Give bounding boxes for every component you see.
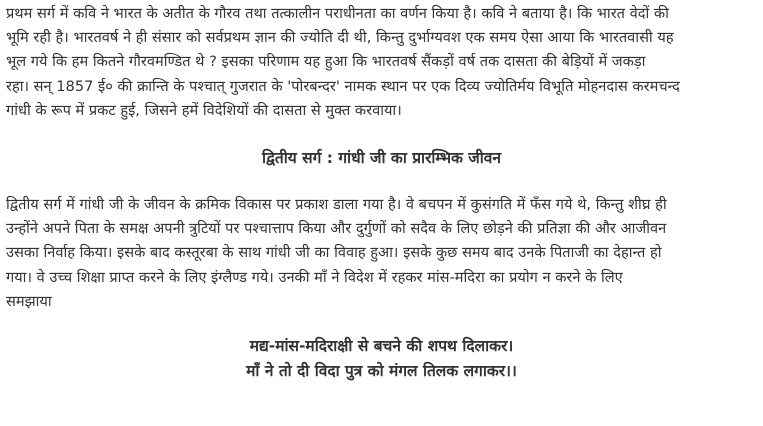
- verse-line: मद्य-मांस-मदिराक्षी से बचने की शपथ दिलाकर।: [249, 337, 514, 356]
- section-heading: द्वितीय सर्ग : गांधी जी का प्रारम्भिक जीवन: [261, 149, 502, 168]
- paragraph-canto-two: [6, 193, 757, 314]
- verse-couplet: [6, 334, 757, 384]
- verse-line: माँ ने तो दी विदा पुत्र को मंगल तिलक लगाकर।।: [246, 362, 517, 381]
- paragraph-line: गया। वे उच्च शिक्षा प्राप्त करने के लिए इंग्लैण्ड गये। उनकी माँ ने विदेश में रहकर मांस-मदिरा का प्रयोग न करने के लिए: [6, 268, 623, 286]
- paragraph-line: समझाया: [6, 292, 52, 310]
- paragraph-line: गांधी के रूप में प्रकट हुई, जिसने हमें विदेशियों की दासता से मुक्त करवाया।: [6, 101, 402, 119]
- paragraph-line: रहा। सन् 1857 ई० की क्रान्ति के पश्चात् गुजरात के 'पोरबन्दर' नामक स्थान पर एक दिव्य ज्योतिर्मय विभूति मोहनदास करमचन्द: [6, 77, 680, 95]
- paragraph-line: द्वितीय सर्ग में गांधी जी के जीवन के क्रमिक विकास पर प्रकाश डाला गया है। वे बचपन में कुसंगति में फँस गये थे, किन्तु शीघ्र ही: [6, 196, 667, 214]
- paragraph-line: उन्होंने अपने पिता के समक्ष अपनी त्रुटियों पर पश्चात्ताप किया और दुर्गुणों को सदैव के लिए छोड़ने की प्रतिज्ञा की और आजीवन: [6, 220, 667, 238]
- paragraph-line: प्रथम सर्ग में कवि ने भारत के अतीत के गौरव तथा तत्कालीन पराधीनता का वर्णन किया है। कवि ने बताया है। कि भारत वेदों की: [6, 5, 669, 22]
- paragraph-line: उसका निर्वाह किया। इसके बाद कस्तूरबा के साथ गांधी जी का विवाह हुआ। इसके कुछ समय बाद उनके पिताजी का देहान्त हो: [6, 244, 662, 262]
- paragraph-line: भूमि रही है। भारतवर्ष ने ही संसार को सर्वप्रथम ज्ञान की ज्योति दी थी, किन्तु दुर्भाग्यवश एक समय ऐसा आया कि भारतवासी यह: [6, 29, 674, 47]
- paragraph-canto-one: [6, 2, 757, 123]
- paragraph-line: भूल गये कि हम कितने गौरवमण्डित थे ? इसका परिणाम यह हुआ कि भारतवर्ष सैंकड़ों वर्ष तक दासता की बेड़ियों में जकड़ा: [6, 53, 646, 71]
